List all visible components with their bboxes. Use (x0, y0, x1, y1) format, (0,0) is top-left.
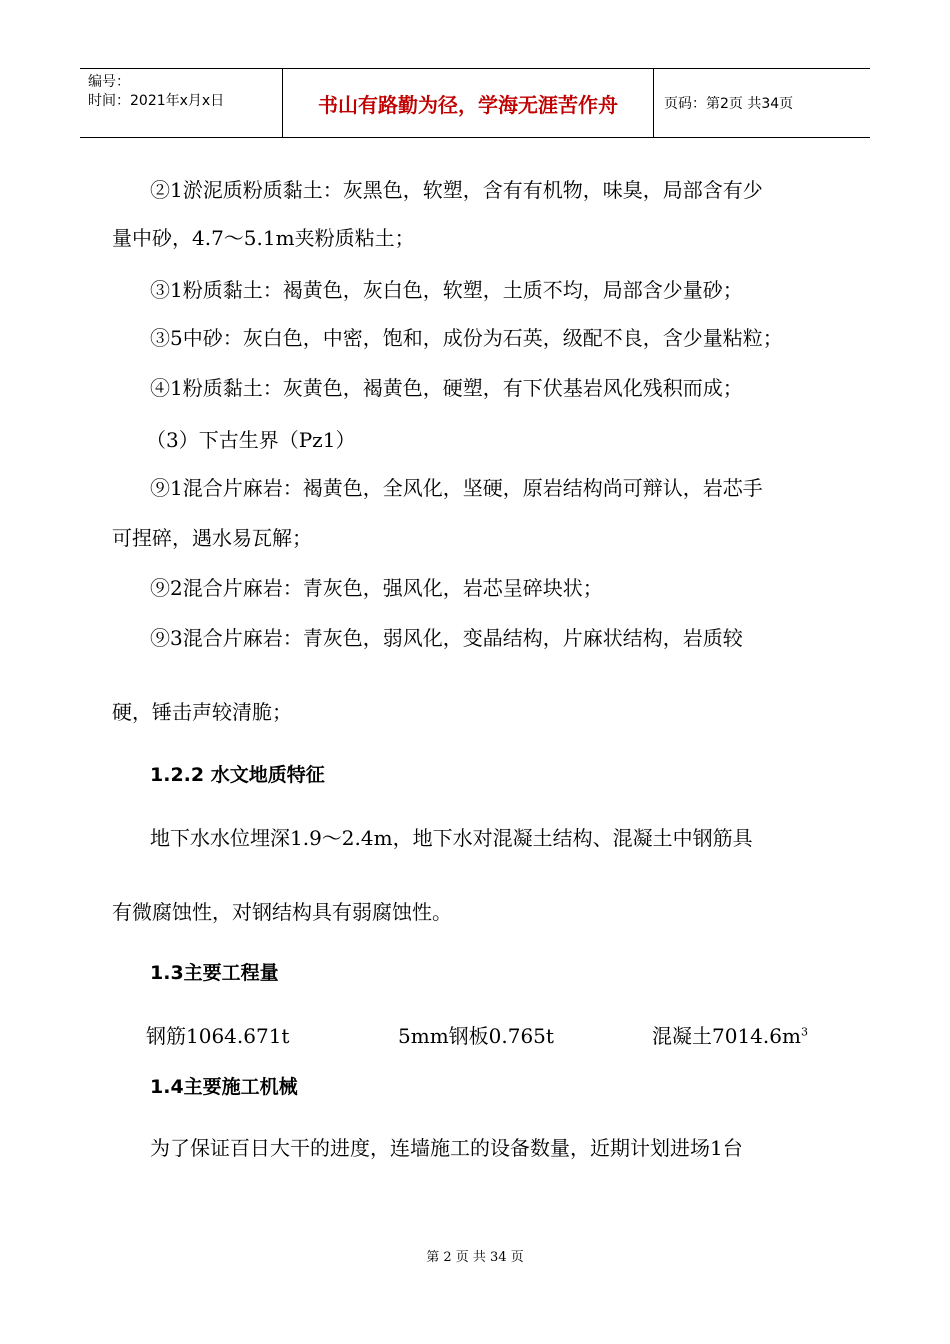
paragraph-line: ③1粉质黏土：褐黄色，灰白色，软塑，土质不均，局部含少量砂； (150, 278, 743, 302)
header-meta (80, 69, 282, 137)
quantity-concrete (652, 1020, 808, 1049)
paragraph-line: ⑨2混合片麻岩：青灰色，强风化，岩芯呈碎块状； (150, 576, 603, 600)
header-motto: 书山有路勤为径，学海无涯苦作舟 (282, 69, 654, 137)
document-number-label: 编号： (88, 74, 130, 90)
paragraph-line: ⑨3混合片麻岩：青灰色，弱风化，变晶结构，片麻状结构，岩质较 (150, 626, 743, 650)
paragraph-line: 可捏碎，遇水易瓦解； (112, 526, 312, 550)
paragraph-line: ⑨1混合片麻岩：褐黄色，全风化，坚硬，原岩结构尚可辩认，岩芯手 (150, 476, 763, 500)
section-heading: 1.4主要施工机械 (150, 1076, 298, 1098)
paragraph-line: 硬，锤击声较清脆； (112, 700, 292, 724)
quantity-rebar: 钢筋1064.671t (146, 1024, 290, 1048)
paragraph-line: 量中砂，4.7～5.1m夹粉质粘土； (112, 226, 415, 250)
page-footer: 第 2 页 共 34 页 (426, 1250, 524, 1265)
page-header (80, 68, 870, 138)
paragraph-line: ②1淤泥质粉质黏土：灰黑色，软塑，含有有机物，味臭，局部含有少 (150, 178, 763, 202)
paragraph-line: ④1粉质黏土：灰黄色，褐黄色，硬塑，有下伏基岩风化残积而成； (150, 376, 743, 400)
quantity-steel-plate: 5mm钢板0.765t (398, 1024, 554, 1048)
section-subheading: （3）下古生界（Pz1） (146, 428, 356, 452)
quantity-concrete-value: 混凝土7014.6m (652, 1024, 801, 1048)
paragraph-line: 为了保证百日大干的进度，连墙施工的设备数量，近期计划进场1台 (150, 1136, 743, 1160)
paragraph-line: 有微腐蚀性，对钢结构具有弱腐蚀性。 (112, 900, 452, 924)
document-time-label: 时间：2021年x月x日 (88, 93, 225, 109)
header-page-number: 页码：第2页 共34页 (664, 96, 794, 112)
paragraph-line: 地下水水位埋深1.9～2.4m，地下水对混凝土结构、混凝土中钢筋具 (150, 826, 753, 850)
section-heading: 1.3主要工程量 (150, 962, 279, 984)
section-heading: 1.2.2 水文地质特征 (150, 764, 325, 786)
paragraph-line: ③5中砂：灰白色，中密，饱和，成份为石英，级配不良，含少量粘粒； (150, 326, 783, 350)
cubic-superscript: 3 (800, 1025, 808, 1039)
